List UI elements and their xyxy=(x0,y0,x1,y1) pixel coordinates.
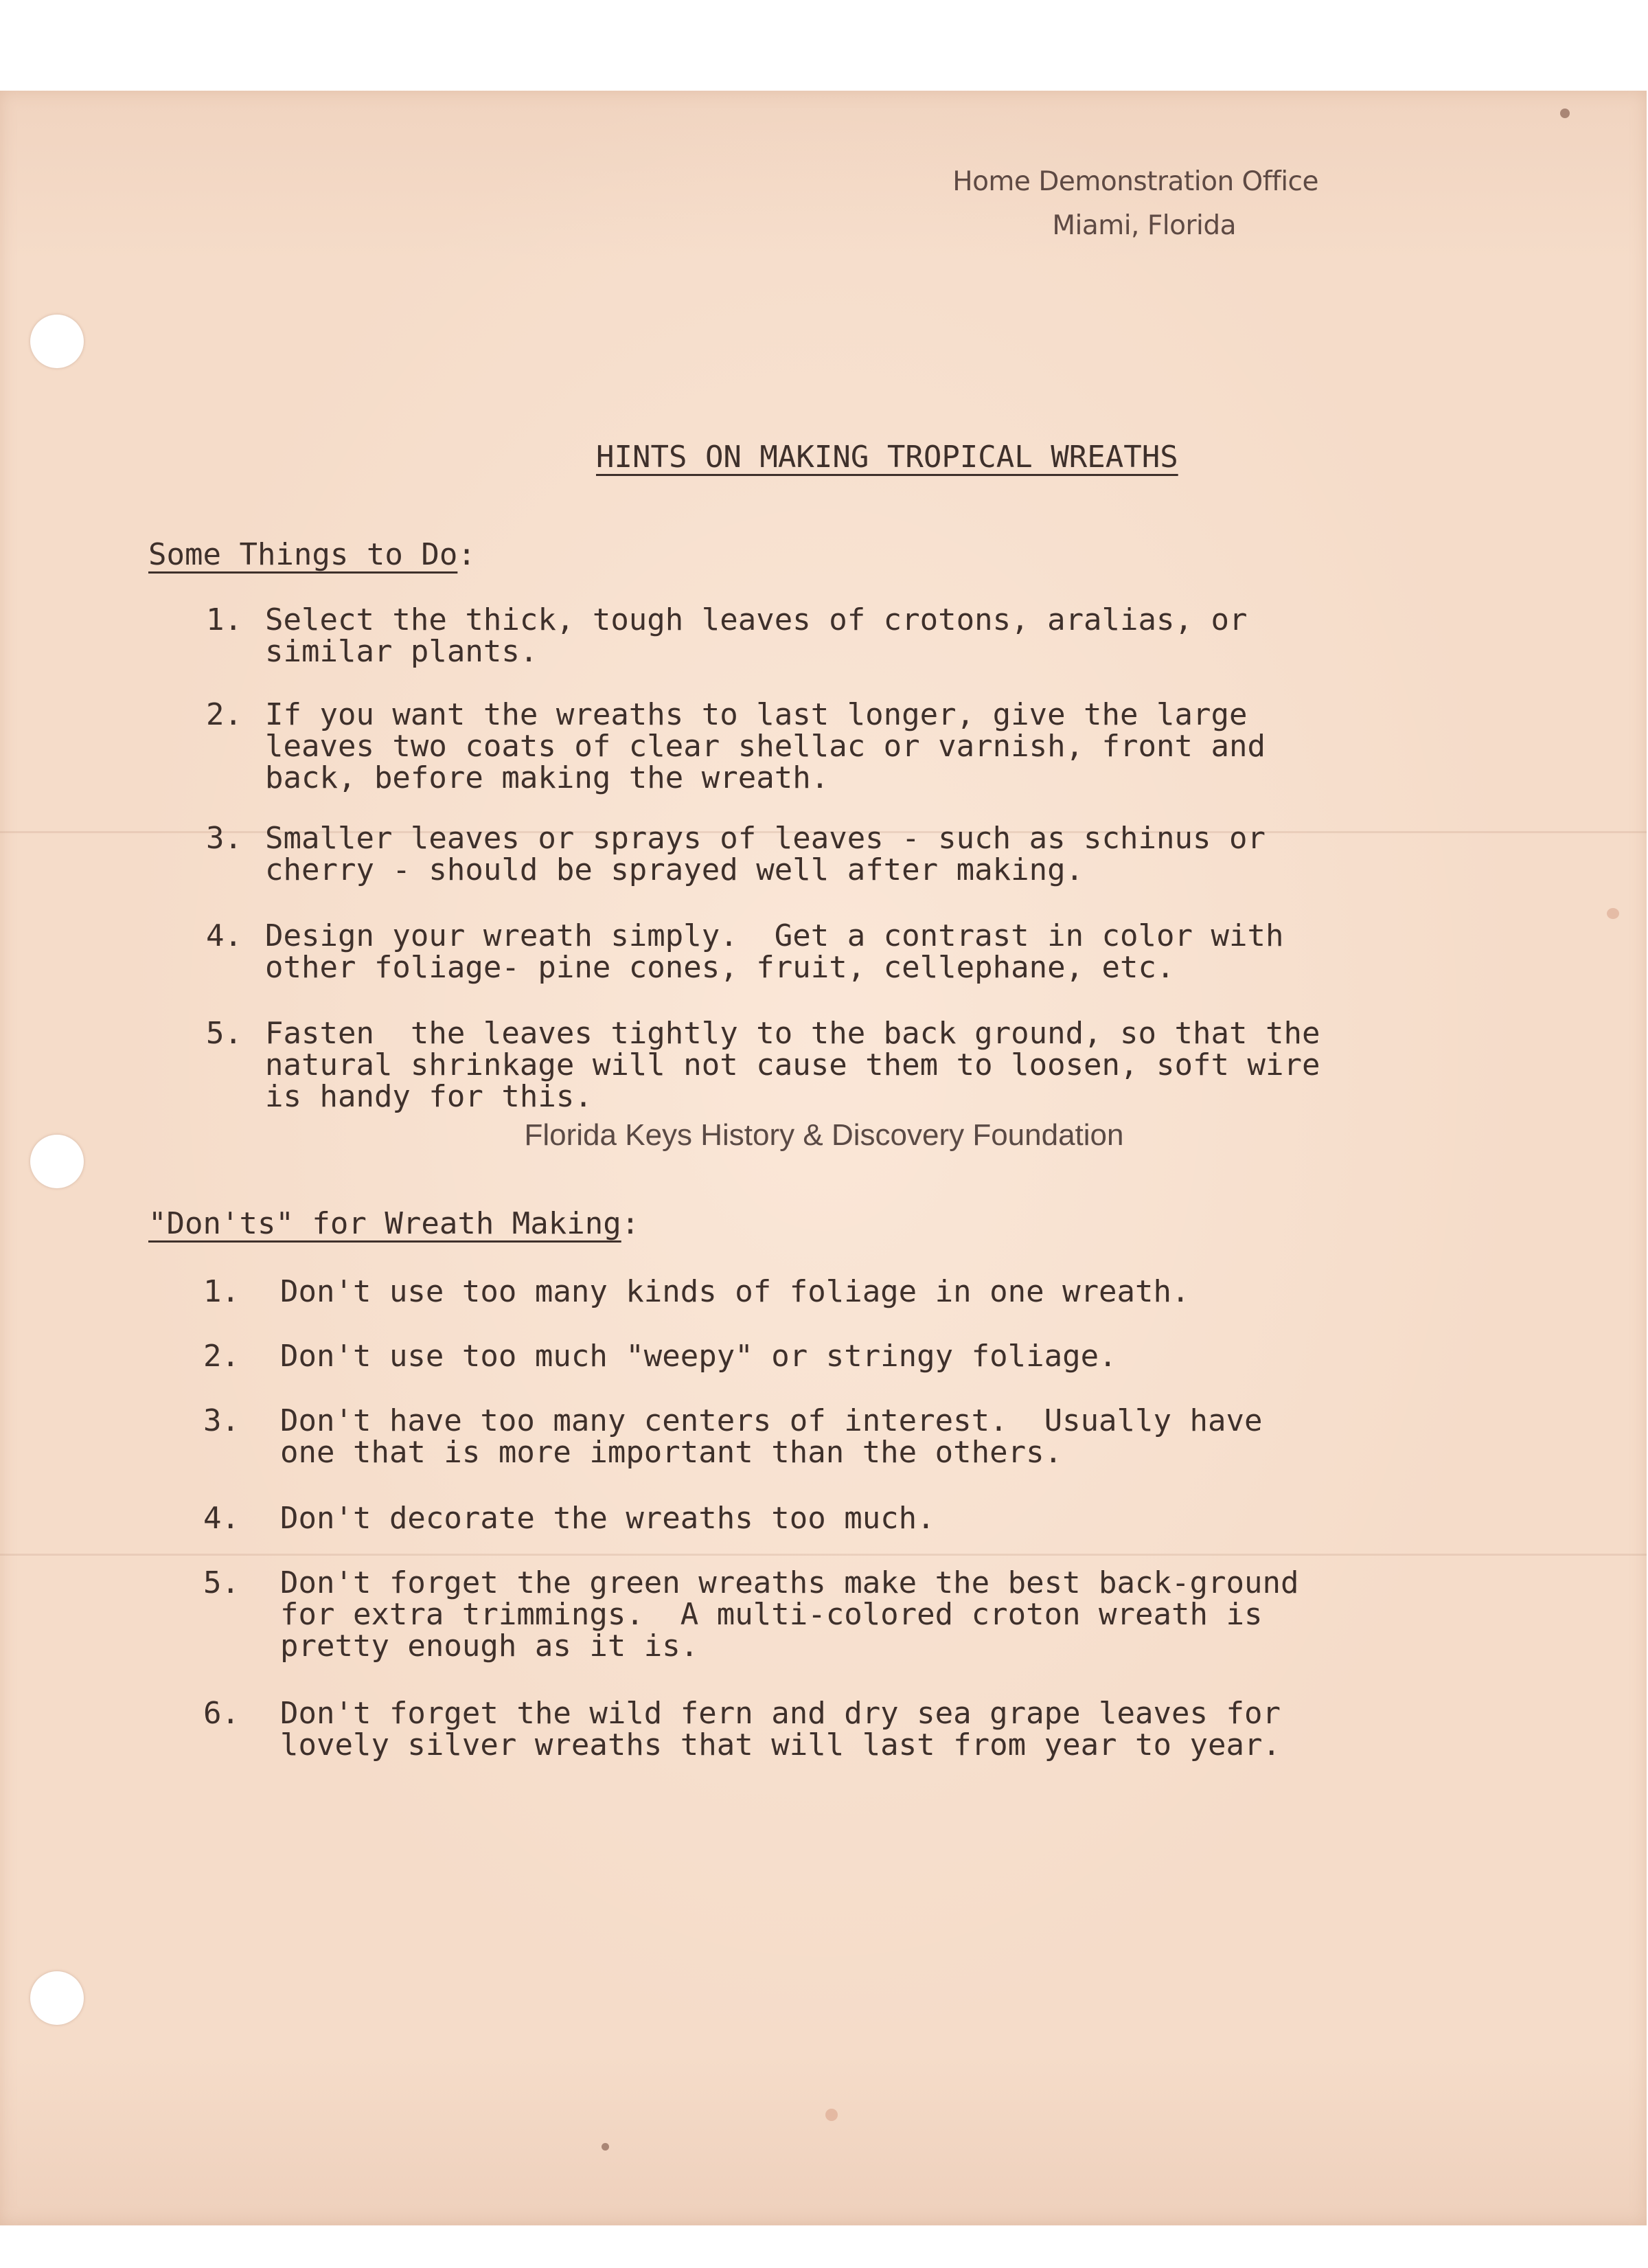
letterhead-location: Miami, Florida xyxy=(1052,210,1236,241)
item-number: 2. xyxy=(203,1339,240,1374)
item-number: 1. xyxy=(203,1274,240,1309)
item-number: 3. xyxy=(203,1403,240,1438)
item-number: 5. xyxy=(203,1565,240,1600)
page-title: HINTS ON MAKING TROPICAL WREATHS xyxy=(596,440,1178,475)
item-text: If you want the wreaths to last longer, give the large leaves two coats of clear shellac or varnish, front and back, before making the wreath. xyxy=(265,697,1266,795)
donts-heading xyxy=(148,1206,639,1241)
item-text: Select the thick, tough leaves of crotons, aralias, or similar plants. xyxy=(265,602,1248,669)
item-text: Don't decorate the wreaths too much. xyxy=(280,1501,935,1536)
stain-speck xyxy=(825,2109,838,2121)
item-number: 4. xyxy=(203,1501,240,1536)
item-text: Don't forget the wild fern and dry sea grape leaves for lovely silver wreaths that will last from year to year. xyxy=(280,1696,1281,1762)
stain-speck xyxy=(1607,908,1619,919)
item-text: Fasten the leaves tightly to the back ground, so that the natural shrinkage will not cause them to loosen, soft wire is handy for this. xyxy=(265,1016,1320,1114)
dos-heading-text: Some Things to Do xyxy=(148,537,458,572)
item-number: 2. xyxy=(206,697,242,732)
donts-heading-text: "Don'ts" for Wreath Making xyxy=(148,1206,621,1241)
paper-sheet xyxy=(0,91,1647,2225)
dos-heading xyxy=(148,537,476,572)
item-number: 3. xyxy=(206,821,242,856)
item-text: Smaller leaves or sprays of leaves - such as schinus or cherry - should be sprayed well after making. xyxy=(265,821,1266,887)
item-text: Design your wreath simply. Get a contrast in color with other foliage- pine cones, fruit, cellephane, etc. xyxy=(265,918,1284,985)
item-text: Don't have too many centers of interest. Usually have one that is more important than the others. xyxy=(280,1403,1263,1470)
item-number: 4. xyxy=(206,918,242,953)
letterhead-office: Home Demonstration Office xyxy=(952,166,1318,197)
dos-heading-colon: : xyxy=(457,537,476,572)
punch-hole xyxy=(30,315,84,368)
item-number: 6. xyxy=(203,1696,240,1731)
item-text: Don't forget the green wreaths make the best back-ground for extra trimmings. A multi-colored croton wreath is pretty enough as it is. xyxy=(280,1565,1299,1664)
item-text: Don't use too much "weepy" or stringy foliage. xyxy=(280,1339,1117,1374)
item-number: 1. xyxy=(206,602,242,637)
punch-hole xyxy=(30,1971,84,2025)
stain-speck xyxy=(1560,109,1570,118)
donts-heading-colon: : xyxy=(621,1206,640,1241)
watermark: Florida Keys History & Discovery Foundation xyxy=(524,1118,1124,1152)
stain-speck xyxy=(602,2143,609,2151)
list-item xyxy=(206,697,1266,826)
item-text: Don't use too many kinds of foliage in one wreath. xyxy=(280,1274,1190,1309)
list-item xyxy=(203,1565,1299,1694)
list-item xyxy=(203,1696,1281,1824)
item-number: 5. xyxy=(206,1016,242,1051)
